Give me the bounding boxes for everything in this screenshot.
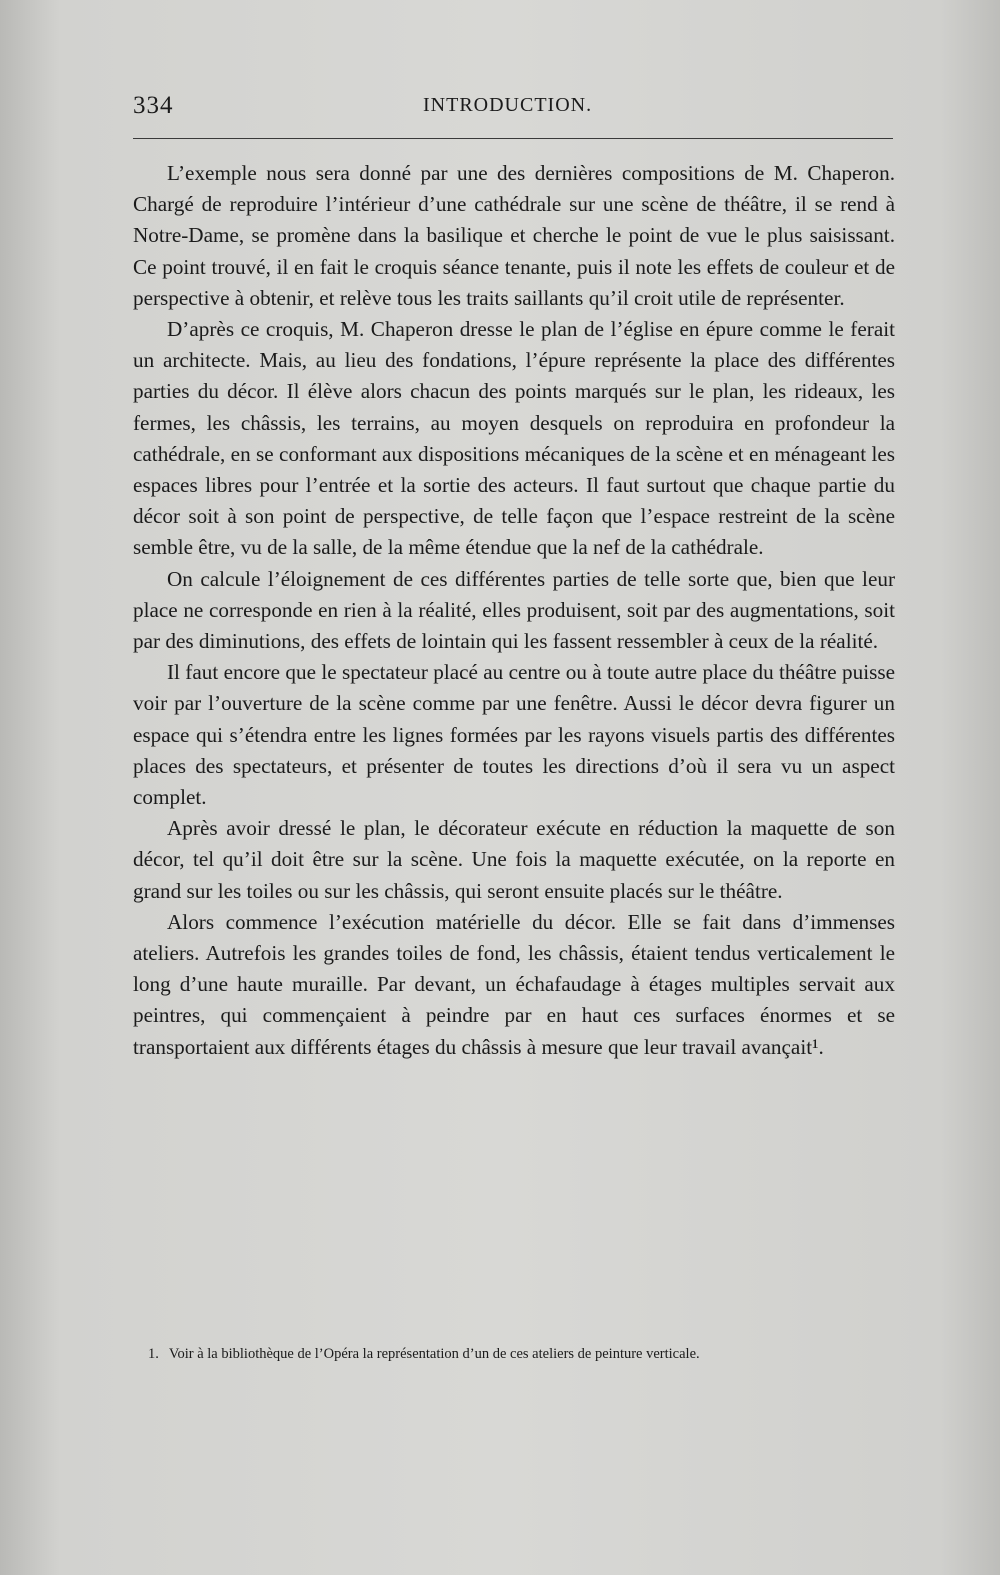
paragraph: D’après ce croquis, M. Chaperon dresse le plan de l’église en épure comme le ferait un architecte. Mais, au lieu des fondations, l’épure représente la place des différentes parties du décor. Il élève alors chacun des points marqués sur le plan, les rideaux, les fermes, les châssis, les terrains, au moyen desquels on reproduira en profondeur la cathédrale, en se conformant aux dispositions mécaniques de la scène et en ménageant les espaces libres pour l’entrée et la sortie des acteurs. Il faut surtout que chaque partie du décor soit à son point de perspective, de telle façon que l’espace restreint de la scène semble être, vu de la salle, de la même étendue que la nef de la cathédrale. — [133, 317, 895, 560]
running-head: INTRODUCTION. — [423, 94, 593, 116]
paragraph: On calcule l’éloignement de ces différentes parties de telle sorte que, bien que leur place ne corresponde en rien à la réalité, elles produisent, soit par des augmentations, soit par des diminutions, des effets de lointain qui les fassent ressembler à ceux de la réalité. — [133, 566, 895, 654]
paragraph: Alors commence l’exécution matérielle du décor. Elle se fait dans d’immenses ateliers. Autrefois les grandes toiles de fond, les châssis, étaient tendus verticalement le long d’une haute muraille. Par devant, un échafaudage à étages multiples servait aux peintres, qui commençaient à peindre par en haut ces surfaces énormes et se transportaient aux différents étages du châssis à mesure que leur travail avançait¹. — [133, 909, 895, 1059]
page-number: 334 — [133, 92, 174, 119]
footnote — [148, 1344, 893, 1364]
paragraph: L’exemple nous sera donné par une des dernières compositions de M. Chaperon. Chargé de reproduire l’intérieur d’une cathédrale sur une scène de théâtre, il se rend à Notre-Dame, se promène dans la basilique et cherche le point de vue le plus saisissant. Ce point trouvé, il en fait le croquis séance tenante, puis il note les effets de couleur et de perspective à obtenir, et relève tous les traits saillants qu’il croit utile de représenter. — [133, 161, 895, 310]
page-header — [133, 92, 893, 132]
footnote-number: 1. — [148, 1346, 159, 1362]
paragraph: Après avoir dressé le plan, le décorateur exécute en réduction la maquette de son décor, tel qu’il doit être sur la scène. Une fois la maquette exécutée, on la reporte en grand sur les toiles ou sur les châssis, qui seront ensuite placés sur le théâtre. — [133, 816, 895, 903]
header-rule — [133, 138, 893, 139]
footnote-text: Voir à la bibliothèque de l’Opéra la représentation d’un de ces ateliers de peinture verticale. — [168, 1346, 700, 1362]
paragraph: Il faut encore que le spectateur placé au centre ou à toute autre place du théâtre puisse voir par l’ouverture de la scène comme par une fenêtre. Aussi le décor devra figurer un espace qui s’étendra entre les lignes formées par les rayons visuels partis des différentes places des spectateurs, et présenter de toutes les directions d’où il sera vu un aspect complet. — [133, 660, 895, 810]
body-text — [133, 158, 895, 1063]
